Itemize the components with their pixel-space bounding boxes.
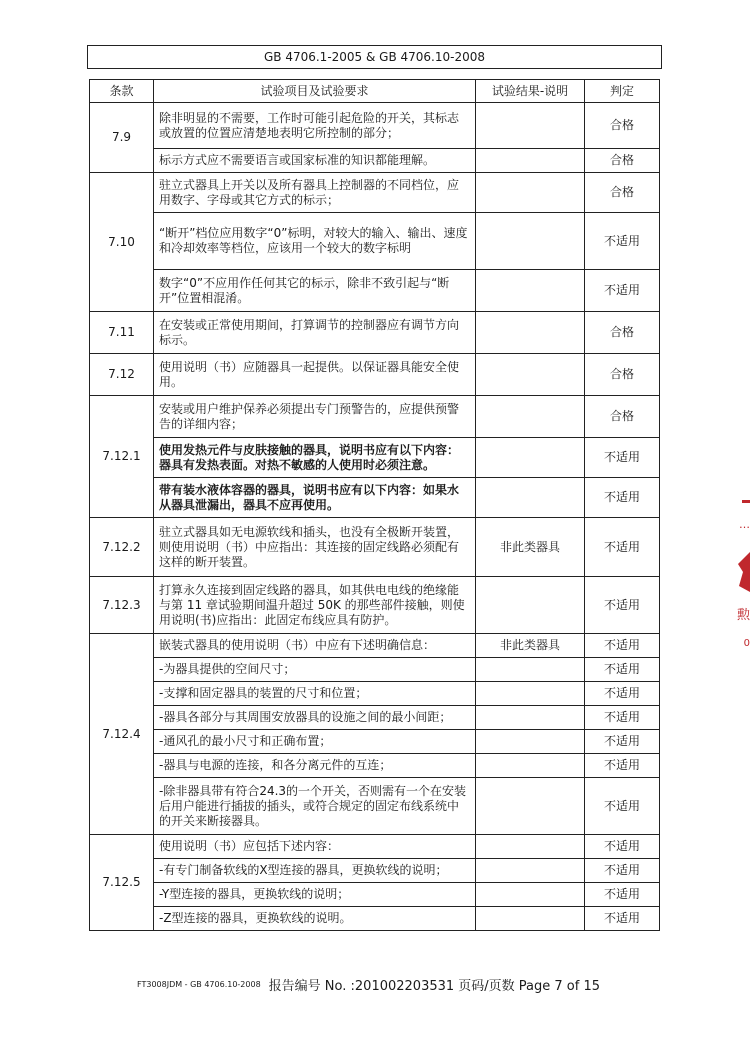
verdict-cell: 不适用 <box>585 438 660 478</box>
result-cell <box>476 682 585 706</box>
table-row <box>90 706 660 730</box>
result-cell <box>476 883 585 907</box>
verdict-cell: 不适用 <box>585 883 660 907</box>
clause-cell: 7.12.1 <box>90 396 154 518</box>
verdict-cell: 不适用 <box>585 706 660 730</box>
result-cell <box>476 149 585 173</box>
verdict-cell: 不适用 <box>585 213 660 270</box>
clause-cell: 7.12.3 <box>90 577 154 634</box>
verdict-cell: 不适用 <box>585 658 660 682</box>
verdict-cell: 不适用 <box>585 682 660 706</box>
requirement-cell: 使用说明（书）应包括下述内容： <box>154 835 476 859</box>
clause-cell: 7.12.2 <box>90 518 154 577</box>
result-cell: 非此类器具 <box>476 518 585 577</box>
requirement-cell: “断开”档位应用数字“0”标明，对较大的输入、输出、速度和冷却效率等档位，应该用一个较大的数字标明 <box>154 213 476 270</box>
requirement-cell: -器具与电源的连接，和各分离元件的互连； <box>154 754 476 778</box>
seal-bottom-text: 0 <box>743 638 750 649</box>
verdict-cell: 合格 <box>585 103 660 149</box>
requirement-cell: -Z型连接的器具，更换软线的说明。 <box>154 907 476 931</box>
requirement-cell: -器具各部分与其周围安放器具的设施之间的最小间距； <box>154 706 476 730</box>
result-cell <box>476 478 585 518</box>
table-row <box>90 682 660 706</box>
table-row <box>90 778 660 835</box>
table-row <box>90 354 660 396</box>
table-row <box>90 577 660 634</box>
verdict-cell: 不适用 <box>585 754 660 778</box>
clause-cell: 7.9 <box>90 103 154 173</box>
requirement-cell: 使用发热元件与皮肤接触的器具，说明书应有以下内容：器具有发热表面。对热不敏感的人使用时必须注意。 <box>154 438 476 478</box>
requirement-cell: 在安装或正常使用期间，打算调节的控制器应有调节方向标示。 <box>154 312 476 354</box>
table-row <box>90 634 660 658</box>
table-row <box>90 754 660 778</box>
result-cell <box>476 577 585 634</box>
result-cell <box>476 354 585 396</box>
verdict-cell: 合格 <box>585 354 660 396</box>
verdict-cell: 合格 <box>585 396 660 438</box>
result-cell <box>476 438 585 478</box>
verdict-cell: 不适用 <box>585 835 660 859</box>
result-cell <box>476 312 585 354</box>
table-row <box>90 883 660 907</box>
result-cell: 非此类器具 <box>476 634 585 658</box>
verdict-cell: 不适用 <box>585 270 660 312</box>
col-result-header: 试验结果-说明 <box>476 80 585 103</box>
clause-cell: 7.12 <box>90 354 154 396</box>
footer-report-info: 报告编号 No. :201002203531 页码/页数 Page 7 of 15 <box>268 979 601 994</box>
requirement-cell: -Y型连接的器具，更换软线的说明； <box>154 883 476 907</box>
table-row <box>90 149 660 173</box>
requirement-cell: -有专门制备软线的X型连接的器具，更换软线的说明； <box>154 859 476 883</box>
verdict-cell: 不适用 <box>585 478 660 518</box>
verdict-cell: 不适用 <box>585 518 660 577</box>
requirement-cell: 除非明显的不需要，工作时可能引起危险的开关，其标志或放置的位置应清楚地表明它所控制的部分； <box>154 103 476 149</box>
table-row <box>90 859 660 883</box>
table-header-row <box>90 80 660 103</box>
verdict-cell: 合格 <box>585 312 660 354</box>
table-row <box>90 396 660 438</box>
verdict-cell: 不适用 <box>585 577 660 634</box>
clause-cell: 7.12.4 <box>90 634 154 835</box>
result-cell <box>476 835 585 859</box>
table-row <box>90 438 660 478</box>
verdict-cell: 合格 <box>585 149 660 173</box>
verdict-cell: 不适用 <box>585 634 660 658</box>
col-verdict-header: 判定 <box>585 80 660 103</box>
seal-dash-mark <box>742 500 750 503</box>
seal-icon <box>737 552 750 592</box>
footer-doc-code: FT3008JDM - GB 4706.10-2008 <box>137 980 261 989</box>
table-row <box>90 173 660 213</box>
verdict-cell: 不适用 <box>585 859 660 883</box>
result-cell <box>476 754 585 778</box>
col-requirement-header: 试验项目及试验要求 <box>154 80 476 103</box>
verdict-cell: 不适用 <box>585 907 660 931</box>
page-footer <box>137 974 617 994</box>
table-row <box>90 478 660 518</box>
requirement-cell: -为器具提供的空间尺寸； <box>154 658 476 682</box>
table-row <box>90 658 660 682</box>
table-row <box>90 213 660 270</box>
standard-header: GB 4706.1-2005 & GB 4706.10-2008 <box>87 45 662 69</box>
table-row <box>90 103 660 149</box>
requirement-cell: 标示方式应不需要语言或国家标准的知识都能理解。 <box>154 149 476 173</box>
result-cell <box>476 173 585 213</box>
result-cell <box>476 706 585 730</box>
col-clause-header: 条款 <box>90 80 154 103</box>
verdict-cell: 不适用 <box>585 730 660 754</box>
result-cell <box>476 396 585 438</box>
requirement-cell: -通风孔的最小尺寸和正确布置； <box>154 730 476 754</box>
table-row <box>90 312 660 354</box>
requirement-cell: 带有装水液体容器的器具，说明书应有以下内容：如果水从器具泄漏出，器具不应再使用。 <box>154 478 476 518</box>
verdict-cell: 不适用 <box>585 778 660 835</box>
table-row <box>90 518 660 577</box>
clause-cell: 7.12.5 <box>90 835 154 931</box>
result-cell <box>476 778 585 835</box>
result-cell <box>476 658 585 682</box>
result-cell <box>476 270 585 312</box>
result-cell <box>476 103 585 149</box>
table-row <box>90 907 660 931</box>
test-table <box>89 79 660 931</box>
result-cell <box>476 213 585 270</box>
clause-cell: 7.11 <box>90 312 154 354</box>
requirement-cell: 数字“0”不应用作任何其它的标示，除非不致引起与“断开”位置相混淆。 <box>154 270 476 312</box>
table-row <box>90 730 660 754</box>
requirement-cell: -除非器具带有符合24.3的一个开关，否则需有一个在安装后用户能进行插拔的插头，或符合规定的固定布线系统中的开关来断接器具。 <box>154 778 476 835</box>
table-row <box>90 835 660 859</box>
requirement-cell: 打算永久连接到固定线路的器具，如其供电电线的绝缘能与第 11 章试验期间温升超过 50K 的那些部件接触，则使用说明(书)应指出：此固定布线应具有防护。 <box>154 577 476 634</box>
clause-cell: 7.10 <box>90 173 154 312</box>
requirement-cell: 使用说明（书）应随器具一起提供。以保证器具能安全使用。 <box>154 354 476 396</box>
requirement-cell: 驻立式器具如无电源软线和插头，也没有全极断开装置，则使用说明（书）中应指出：其连接的固定线路必须配有这样的断开装置。 <box>154 518 476 577</box>
seal-char: 勲 <box>737 608 750 622</box>
result-cell <box>476 907 585 931</box>
result-cell <box>476 859 585 883</box>
requirement-cell: 驻立式器具上开关以及所有器具上控制器的不同档位，应用数字、字母或其它方式的标示； <box>154 173 476 213</box>
table-row <box>90 270 660 312</box>
seal-top-text: … <box>739 518 750 531</box>
verdict-cell: 合格 <box>585 173 660 213</box>
requirement-cell: 安装或用户维护保养必须提出专门预警告的，应提供预警告的详细内容； <box>154 396 476 438</box>
result-cell <box>476 730 585 754</box>
requirement-cell: -支撑和固定器具的装置的尺寸和位置； <box>154 682 476 706</box>
requirement-cell: 嵌装式器具的使用说明（书）中应有下述明确信息： <box>154 634 476 658</box>
